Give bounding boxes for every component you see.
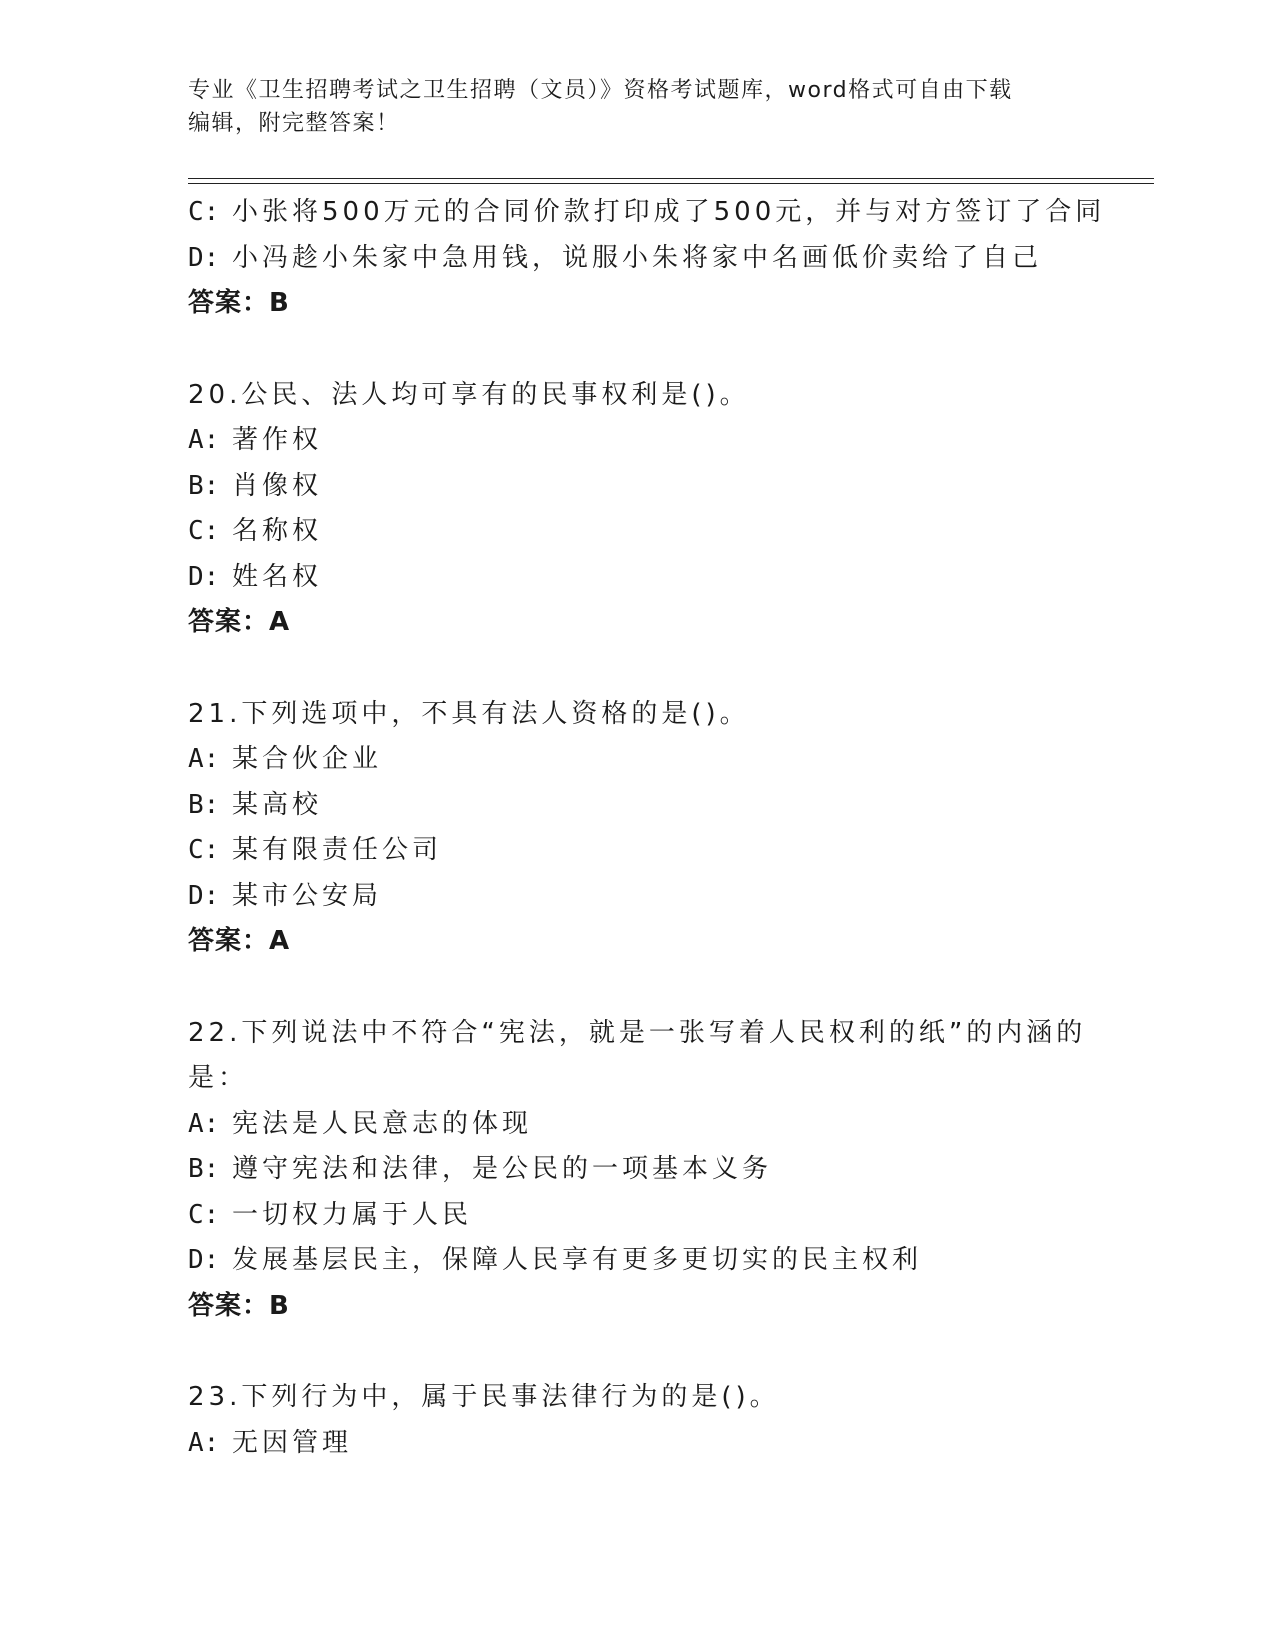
option-text: 无因管理 <box>232 1427 353 1458</box>
option-letter: C: <box>188 197 220 227</box>
option-text: 肖像权 <box>232 470 323 501</box>
question-23 <box>188 1375 1088 1466</box>
header-line-2: 编辑，附完整答案！ <box>188 111 400 136</box>
option-letter: D: <box>188 561 220 592</box>
option-letter: A: <box>188 1108 220 1139</box>
option-text: 某合伙企业 <box>232 744 383 774</box>
option-letter: D: <box>188 1245 220 1275</box>
option-letter: C: <box>188 516 220 546</box>
option-text: 宪法是人民意志的体现 <box>232 1108 533 1139</box>
option-d <box>188 1238 1088 1284</box>
option-text: 遵守宪法和法律，是公民的一项基本义务 <box>232 1154 773 1184</box>
option-a <box>188 737 1088 783</box>
option-text: 小张将500万元的合同价款打印成了500元，并与对方签订了合同 <box>232 197 1106 227</box>
question-20 <box>188 373 1088 646</box>
option-text: 某有限责任公司 <box>232 835 443 865</box>
option-d <box>188 236 1088 282</box>
option-letter: D: <box>188 880 220 911</box>
question-stem: 20.公民、法人均可享有的民事权利是()。 <box>188 379 750 410</box>
option-letter: A: <box>188 744 220 774</box>
answer-line: 答案：B <box>188 1290 290 1321</box>
option-c <box>188 828 1088 874</box>
header-line-1: 专业《卫生招聘考试之卫生招聘（文员）》资格考试题库，word格式可自由下载 <box>188 78 1013 103</box>
question-21 <box>188 692 1088 965</box>
option-letter: B: <box>188 789 220 820</box>
option-text: 著作权 <box>232 425 323 455</box>
question-stem-line-1: 22.下列说法中不符合“宪法，就是一张写着人民权利的纸”的内涵的 <box>188 1017 1087 1048</box>
option-letter: B: <box>188 1154 220 1184</box>
answer-line: 答案：B <box>188 288 290 318</box>
question-22 <box>188 1011 1088 1330</box>
option-b <box>188 464 1088 510</box>
option-a <box>188 418 1088 464</box>
header-divider-top <box>188 178 1154 179</box>
option-text: 一切权力属于人民 <box>232 1199 473 1230</box>
option-c <box>188 190 1106 236</box>
option-b <box>188 1147 1088 1193</box>
option-a <box>188 1102 1088 1148</box>
option-text: 小冯趁小朱家中急用钱，说服小朱将家中名画低价卖给了自己 <box>232 242 1043 273</box>
question-stem-line-2: 是： <box>188 1063 249 1093</box>
spacer <box>188 646 1088 692</box>
option-letter: B: <box>188 470 220 501</box>
option-text: 某高校 <box>232 789 323 820</box>
option-letter: C: <box>188 1199 220 1230</box>
question-stem: 23.下列行为中，属于民事法律行为的是()。 <box>188 1382 780 1412</box>
option-b <box>188 783 1088 829</box>
spacer <box>188 327 1088 373</box>
answer-line: 答案：A <box>188 607 291 637</box>
document-header <box>188 74 1068 140</box>
option-text: 姓名权 <box>232 561 323 592</box>
option-letter: A: <box>188 425 220 455</box>
question-19-tail <box>188 190 1106 327</box>
option-letter: D: <box>188 242 220 273</box>
option-text: 发展基层民主，保障人民享有更多更切实的民主权利 <box>232 1245 923 1275</box>
option-text: 名称权 <box>232 516 323 546</box>
option-a <box>188 1421 1088 1467</box>
header-divider-bottom <box>188 183 1154 184</box>
option-d <box>188 555 1088 601</box>
spacer <box>188 1329 1088 1375</box>
option-d <box>188 874 1088 920</box>
question-list <box>188 190 1106 1466</box>
option-c <box>188 1193 1088 1239</box>
spacer <box>188 965 1088 1011</box>
option-c <box>188 509 1088 555</box>
option-letter: A: <box>188 1427 220 1458</box>
option-text: 某市公安局 <box>232 880 383 911</box>
answer-line: 答案：A <box>188 926 291 956</box>
option-letter: C: <box>188 835 220 865</box>
question-stem: 21.下列选项中，不具有法人资格的是()。 <box>188 698 750 729</box>
